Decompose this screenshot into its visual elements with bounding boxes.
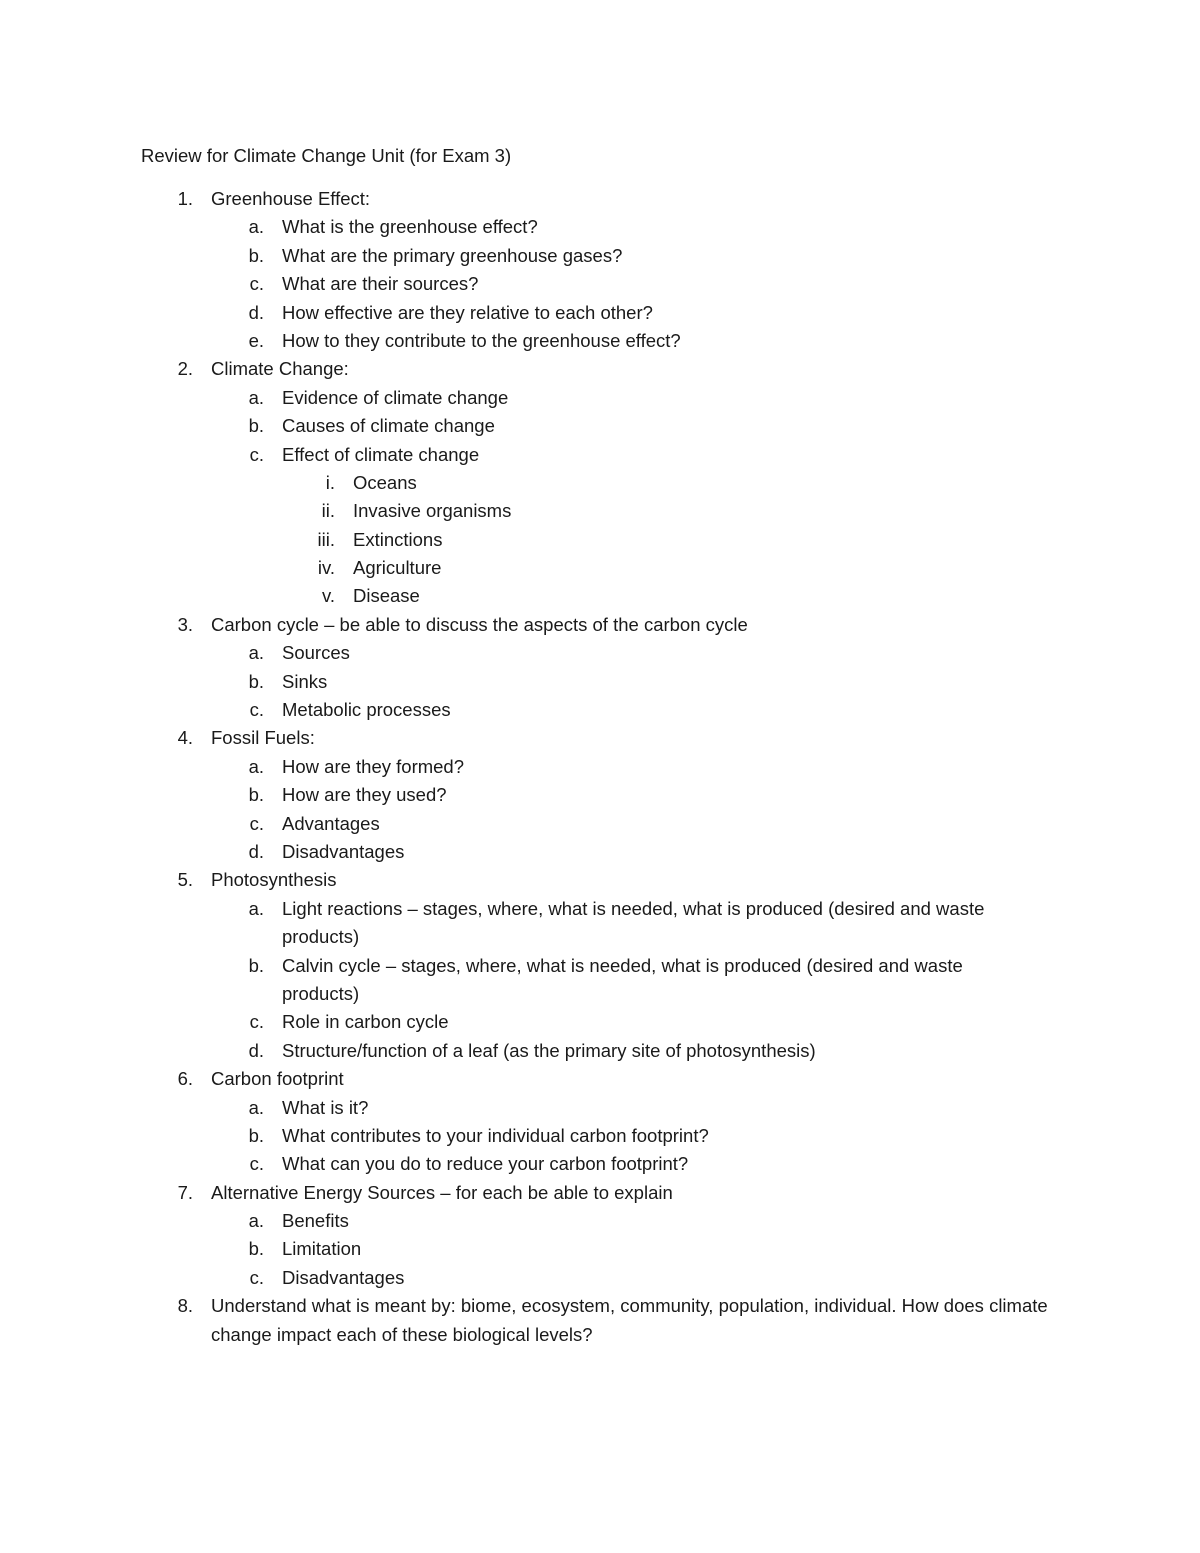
section-1-item: [0, 299, 1200, 327]
section-2-subitem-text: Extinctions: [353, 528, 443, 550]
section-2-subitem: [0, 582, 1200, 610]
section-2: [0, 355, 1200, 383]
section-2-item-text: Evidence of climate change: [282, 386, 509, 408]
section-4-item: [0, 781, 1200, 809]
section-1-text: Greenhouse Effect:: [211, 188, 371, 209]
section-1-item-marker: d.: [248, 301, 264, 323]
section-7-item: [0, 1264, 1200, 1292]
section-5-item: [0, 952, 1200, 1009]
section-2-marker: 2.: [177, 358, 193, 380]
section-3-item-text: Sinks: [282, 670, 328, 692]
section-2-subitem-marker: iii.: [317, 528, 335, 550]
section-5-item: [0, 895, 1200, 952]
section-3-item-marker: a.: [248, 642, 264, 664]
section-1-item: [0, 327, 1200, 355]
section-4-item-marker: c.: [249, 812, 264, 834]
section-1-item-marker: e.: [248, 329, 264, 351]
section-1-item-text: What are their sources?: [282, 273, 479, 295]
section-2-subitem-marker: i.: [325, 471, 335, 493]
section-3: [0, 611, 1200, 639]
section-2-subitem-marker: v.: [321, 585, 335, 607]
section-6-item-marker: b.: [248, 1124, 264, 1146]
section-6-item-marker: c.: [249, 1153, 264, 1175]
section-2-subitem-marker: ii.: [321, 500, 335, 522]
section-4-text: Fossil Fuels:: [211, 727, 315, 749]
section-2-subitem: [0, 497, 1200, 525]
section-2-item-marker: c.: [249, 443, 264, 465]
section-2-item-text: Effect of climate change: [282, 443, 480, 465]
section-4-item-marker: b.: [248, 784, 264, 806]
section-6-text: Carbon footprint: [211, 1068, 344, 1090]
section-3-item-text: Sources: [282, 642, 350, 664]
section-1-item-text: What are the primary greenhouse gases?: [282, 244, 623, 266]
section-7-item-marker: b.: [248, 1238, 264, 1260]
section-4: [0, 724, 1200, 752]
section-4-marker: 4.: [177, 727, 193, 749]
section-8-text: Understand what is meant by: biome, ecosystem, community, population, individual. How does climate change impact each of these biological levels?: [211, 1295, 1048, 1345]
section-6-item-text: What contributes to your individual carbon footprint?: [282, 1124, 709, 1146]
section-6-item: [0, 1094, 1200, 1122]
section-6: [0, 1065, 1200, 1093]
section-2-subitem: [0, 469, 1200, 497]
section-1-item-text: What is the greenhouse effect?: [282, 216, 538, 238]
section-4-item-marker: d.: [248, 840, 264, 862]
section-3-item-marker: c.: [249, 699, 264, 721]
section-4-item: [0, 753, 1200, 781]
section-7-item-marker: a.: [248, 1210, 264, 1232]
section-2-text: Climate Change:: [211, 358, 349, 380]
section-6-item-marker: a.: [248, 1096, 264, 1118]
section-6-item-text: What is it?: [282, 1096, 369, 1118]
section-5-item-marker: d.: [248, 1039, 264, 1061]
section-8-marker: 8.: [177, 1295, 193, 1317]
section-1-item: [0, 213, 1200, 241]
section-5-item: [0, 1037, 1200, 1065]
section-7-text: Alternative Energy Sources – for each be able to explain: [211, 1181, 673, 1203]
section-5: [0, 866, 1200, 894]
section-1-item-marker: a.: [248, 216, 264, 238]
section-3-item: [0, 639, 1200, 667]
section-1-item-text: How to they contribute to the greenhouse effect?: [282, 329, 681, 351]
section-2-item: [0, 384, 1200, 412]
section-7-marker: 7.: [177, 1181, 193, 1203]
section-5-item-text: Role in carbon cycle: [282, 1011, 449, 1033]
section-3-marker: 3.: [177, 613, 193, 635]
section-6-item: [0, 1150, 1200, 1178]
section-7: [0, 1179, 1200, 1207]
section-5-item-marker: b.: [248, 954, 264, 976]
section-6-marker: 6.: [177, 1068, 193, 1090]
section-3-item: [0, 668, 1200, 696]
section-2-subitem-text: Invasive organisms: [353, 500, 512, 522]
section-1-marker: 1.: [177, 188, 193, 209]
section-5-item-marker: a.: [248, 897, 264, 919]
section-4-item: [0, 810, 1200, 838]
section-1-item-text: How effective are they relative to each other?: [282, 301, 653, 323]
section-7-item-text: Limitation: [282, 1238, 362, 1260]
page-title: Review for Climate Change Unit (for Exam 3): [141, 145, 512, 166]
section-4-item-marker: a.: [248, 755, 264, 777]
section-5-item-text: Calvin cycle – stages, where, what is needed, what is produced (desired and waste products): [282, 954, 963, 1004]
section-2-subitem: [0, 526, 1200, 554]
section-1-item-marker: b.: [248, 244, 264, 266]
section-5-item-text: Structure/function of a leaf (as the primary site of photosynthesis): [282, 1039, 816, 1061]
section-2-subitem-text: Agriculture: [353, 557, 442, 579]
section-2-item-marker: b.: [248, 415, 264, 437]
section-2-item: [0, 441, 1200, 469]
section-3-text: Carbon cycle – be able to discuss the aspects of the carbon cycle: [211, 613, 748, 635]
section-2-subitem-marker: iv.: [317, 557, 335, 579]
section-3-item-text: Metabolic processes: [282, 699, 451, 721]
section-4-item: [0, 838, 1200, 866]
section-2-item-marker: a.: [248, 386, 264, 408]
section-4-item-text: How are they used?: [282, 784, 447, 806]
review-outline: [0, 185, 1200, 1349]
section-3-item: [0, 696, 1200, 724]
section-1-item: [0, 242, 1200, 270]
section-5-item-text: Light reactions – stages, where, what is needed, what is produced (desired and waste products): [282, 897, 985, 948]
section-3-item-marker: b.: [248, 670, 264, 692]
section-5-item: [0, 1008, 1200, 1036]
section-8: [0, 1292, 1200, 1349]
section-2-subitem-text: Disease: [353, 585, 420, 607]
section-4-item-text: Advantages: [282, 812, 380, 834]
section-4-item-text: How are they formed?: [282, 755, 465, 777]
section-1: [0, 185, 1200, 213]
section-6-item-text: What can you do to reduce your carbon footprint?: [282, 1153, 689, 1175]
section-7-item: [0, 1207, 1200, 1235]
section-1-item-marker: c.: [249, 273, 264, 295]
section-6-item: [0, 1122, 1200, 1150]
section-2-item-text: Causes of climate change: [282, 415, 495, 437]
section-2-item: [0, 412, 1200, 440]
section-4-item-text: Disadvantages: [282, 840, 405, 862]
section-7-item: [0, 1235, 1200, 1263]
section-5-text: Photosynthesis: [211, 869, 337, 891]
section-5-item-marker: c.: [249, 1011, 264, 1033]
section-2-subitem-text: Oceans: [353, 471, 417, 493]
section-7-item-text: Benefits: [282, 1210, 349, 1232]
section-7-item-marker: c.: [249, 1266, 264, 1288]
section-7-item-text: Disadvantages: [282, 1266, 405, 1288]
section-1-item: [0, 270, 1200, 298]
section-2-subitem: [0, 554, 1200, 582]
section-5-marker: 5.: [177, 869, 193, 891]
